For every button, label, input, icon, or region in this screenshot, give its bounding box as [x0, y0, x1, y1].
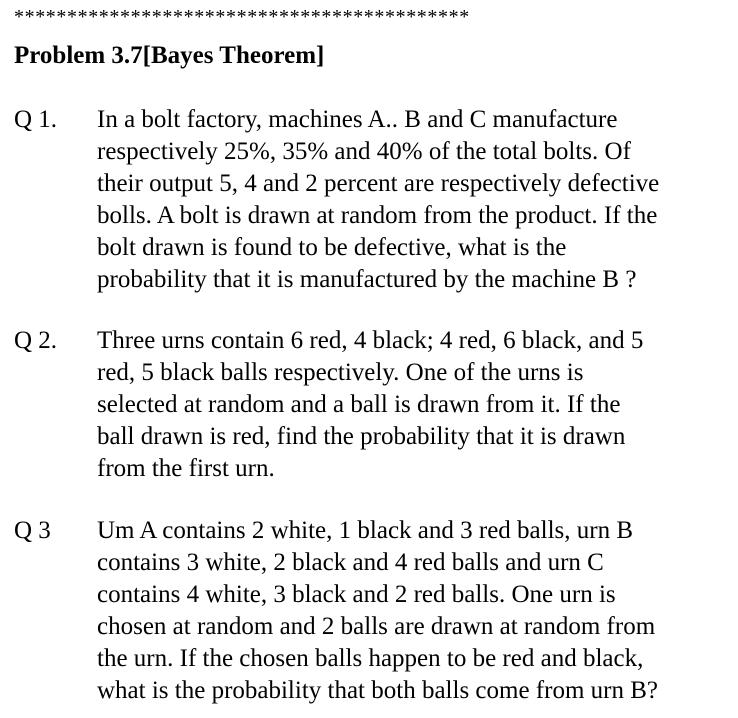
- question-label: Q 1.: [14, 106, 58, 133]
- question-3: [14, 515, 724, 707]
- question-line: probability that it is manufactured by the machine B ?: [97, 266, 637, 293]
- question-line: respectively 25%, 35% and 40% of the total bolts. Of: [97, 138, 631, 165]
- question-line: bolls. A bolt is drawn at random from the product. If the: [97, 202, 658, 229]
- question-text: [97, 515, 724, 707]
- question-line: chosen at random and 2 balls are drawn at random from: [97, 613, 656, 640]
- question-line: Um A contains 2 white, 1 black and 3 red balls, urn B: [97, 517, 634, 544]
- question-line: ball drawn is red, find the probability that it is drawn: [97, 423, 626, 450]
- question-line: contains 4 white, 3 black and 2 red balls. One urn is: [97, 581, 616, 608]
- question-text: [97, 104, 724, 296]
- question-line: Three urns contain 6 red, 4 black; 4 red, 6 black, and 5: [97, 327, 644, 354]
- question-line: from the first urn.: [97, 455, 275, 482]
- question-label: Q 3: [14, 517, 51, 544]
- problem-title: Problem 3.7[Bayes Theorem]: [14, 42, 325, 69]
- question-line: bolt drawn is found to be defective, what is the: [97, 234, 567, 261]
- question-text: [97, 325, 724, 485]
- question-line: contains 3 white, 2 black and 4 red balls and urn C: [97, 549, 604, 576]
- question-1: [14, 104, 724, 296]
- question-line: In a bolt factory, machines A.. B and C manufacture: [97, 106, 618, 133]
- question-label: Q 2.: [14, 327, 58, 354]
- question-line: what is the probability that both balls come from urn B?: [97, 677, 658, 704]
- question-line: their output 5, 4 and 2 percent are respectively defective: [97, 170, 660, 197]
- question-line: the urn. If the chosen balls happen to be red and black,: [97, 645, 644, 672]
- question-line: selected at random and a ball is drawn from it. If the: [97, 391, 621, 418]
- question-2: [14, 325, 724, 485]
- question-line: red, 5 black balls respectively. One of the urns is: [97, 359, 584, 386]
- asterisk-separator: *******************************************: [14, 6, 470, 28]
